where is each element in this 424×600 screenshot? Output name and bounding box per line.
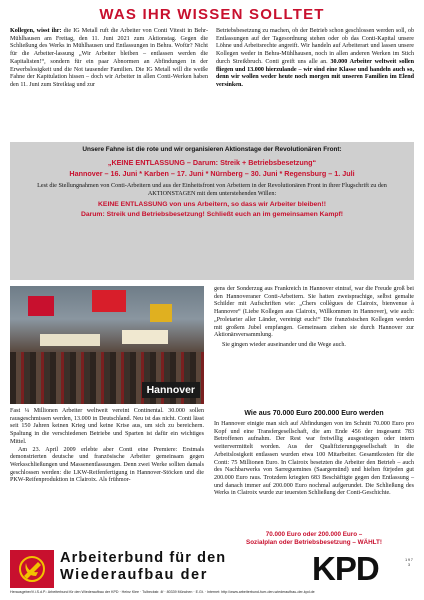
banner-text: Lest die Stellungnahmen von Conti-Arbeitern und aus der Einheitsfront von Arbeitern in der Revolutionären Front in ihrer Flugschrift zu den AKTIONSTAGEN mit dem unterstehenden Willen:	[37, 182, 387, 197]
intro-lead: Kollegen, wisst ihr:	[10, 28, 62, 34]
banner-slogan-1: KEINE ENTLASSUNG von uns Arbeitern, so dass wir Arbeiter bleiben!!	[98, 201, 326, 208]
banner-sign-shape	[150, 304, 172, 322]
subheading: Wie aus 70.000 Euro 200.000 Euro werden	[244, 410, 384, 417]
page-title: WAS IHR WISSEN SOLLTET	[99, 6, 325, 23]
slogan-line-1: 70.000 Euro oder 200.000 Euro –	[265, 531, 363, 538]
banner-slogan-2: Darum: Streik und Betriebsbesetzung! Schließt euch an im gemeinsamen Kampf!	[80, 211, 344, 218]
footer	[10, 550, 414, 588]
imprint: Herausgeber/V.i.S.d.P.: Arbeiterbund für den Wiederaufbau der KPD · Heinz Klee · Tulbeckstr. 4f · 80339 München · E.Gt. · Internet: http://www.arbeiterbund-fuer-den-wiederaufbau-der-kpd.de	[10, 590, 315, 594]
photo-caption: Hannover	[142, 382, 200, 398]
article-intro-left	[10, 28, 208, 90]
kpd-logo-icon	[10, 550, 54, 588]
intro-text: die IG Metall ruft die Arbeiter von Conti Vitesit in Behr-Mühlhausen am Freitag, den 11. Juni 2021 zum Aktionstag. Gegen die Schließung des Werks in Mühlhausen und Entlassungen in Behra. Wofür? Nicht für die Arbeiter-lassung „Wir Arbeiter bleiben – entlassen werden die Kapitalisten!“, sondern für ein paar Abnormen an Abfindungen in der Erwerbslosigkeit und die Not tausender Familien. Die IG Metall will die weiße Fahne der Kapitulation hissen – doch wir Arbeiter in allen Conti-Werken haben den 11. Juni zum Streiktag und zur	[10, 28, 208, 88]
footer-side-text: 1 9 7 3	[405, 558, 413, 567]
paragraph: Fast ¼ Millionen Arbeiter weltweit vereint Continental. 30.000 sollen rausgeschmissen werden, 13.000 in Deutschland. Neu ist das nicht. Conti lässt seit 150 Jahren keinen Krieg und keine Krise aus, um sich zu bereichern. Spaltung in die verschiedenen Betriebe und Sparten ist dafür ein wichtiges Mittel.	[10, 408, 204, 445]
protest-sign-shape	[40, 334, 100, 346]
paragraph: Am 23. April 2009 erlebte aber Conti eine Premiere: Erstmals demonstrierten deutsche und französische Arbeiter gemeinsam gegen Werksschließungen und Massenentlassungen. Denn zwei Werke sollten damals geschlossen werden: die LKW-Reifenfertigung in Hannover-Stöcken und die PKW-Reifenproduktion in Clairoix. Als frühmor-	[10, 446, 204, 484]
paragraph: In Hannover einigte man sich auf Abfindungen von im Schnitt 70.000 Euro pro Kopf und eine Transfergesellschaft, die am Ende 456 der insgesamt 783 Betroffenen aufnahm. Der Rest war freiwillig ausgestiegen oder intern weitervermittelt worden. Aus der Qualifizierungsgesellschaft in die Arbeitslosigkeit entlassen wurden etwa 100 Mitarbeiter. Gesamtkosten für die Conti: 75 Millionen Euro. In Clairoix besetzten die Arbeiter den Betrieb – auch des Nachbarwerks von Sarreguemines (Saargemünd) und hielten fürjeden gut 200.000 Euro raus. Trotzdem kriegten 683 Beschäftigte gegen den Entlassung – und danach immer auf 200.000 Euro nochmal aufgerundet. Die Schließung des Werks in Clairoix wurde zur teuersten Schließung der Conti-Geschichte.	[214, 421, 414, 497]
org-name-line-2: Wiederaufbau der	[60, 567, 208, 583]
red-flag-shape	[28, 296, 54, 316]
kpd-wordmark: KPD	[312, 550, 379, 587]
action-days-banner	[10, 142, 414, 280]
article-right-mid	[214, 286, 414, 350]
closing-slogan	[214, 531, 414, 547]
article-left-bottom	[10, 408, 204, 485]
banner-title: Unsere Fahne ist die rote und wir organisieren Aktionstage der Revolutionären Front:	[82, 146, 342, 153]
slogan-line-2: Sozialplan oder Betriebsbesetzung – WÄHLT!	[246, 538, 382, 546]
paragraph: Sie gingen wieder auseinander und die Wege auch.	[222, 341, 346, 348]
banner-dates: Hannover – 16. Juni * Karben – 17. Juni * Nürnberg – 30. Juni * Regensburg – 1. Juli	[69, 169, 355, 178]
article-intro-right	[216, 28, 414, 90]
intro-right-text: Betriebsbesetzung zu machen, ob der Betrieb schon geschlossen werden soll, ob Entlassungen auf der Tagesordnung stehen oder ob das Conti-Kapital unsere Löhne und Arbeitsrechte angreift. Wir handeln auf Arbeiterart und lassen unsere Kollegen weder in Behra-Mühlhausen, noch in allen anderen Werken im Stich durch Streikbruch. Conti greift uns alle an.	[216, 28, 414, 65]
org-name-line-1: Arbeiterbund für den	[60, 550, 227, 566]
red-flag-shape	[92, 290, 126, 312]
banner-headline: „KEINE ENTLASSUNG – Darum: Streik + Betriebsbesetzung“	[107, 158, 317, 167]
article-right-bottom	[214, 421, 414, 498]
paragraph: gens der Sonderzug aus Frankreich in Hannover eintraf, war die Freude groß bei den Hannoveraner Conti-Arbeitern. Sie hatten zweisprachige, selbst gemalte Schilder mit Aufschriften wie: „Chers collègues de Clairoix, bienvenue à Hannovre“ (Liebe Kollegen aus Clairoix, Willkommen in Hannover), wie auch: „Proletarier aller Länder, vereinigt euch!“ Die französischen Kollegen werden mit großem Jubel empfangen. Gemeinsam ziehen sie durch Hannover zur Aktionärsversammlung.	[214, 286, 414, 339]
protest-sign-shape	[122, 330, 168, 344]
intro-right-bold: 30.000 Arbeiter weltweit sollen fliegen und 13.000 hierzulande – wir sind eine Klasse und handeln auch so, denn wir wollen weder heute noch morgen mit unseren Familien im Elend versinken.	[216, 58, 414, 88]
demonstration-photo	[10, 286, 204, 404]
